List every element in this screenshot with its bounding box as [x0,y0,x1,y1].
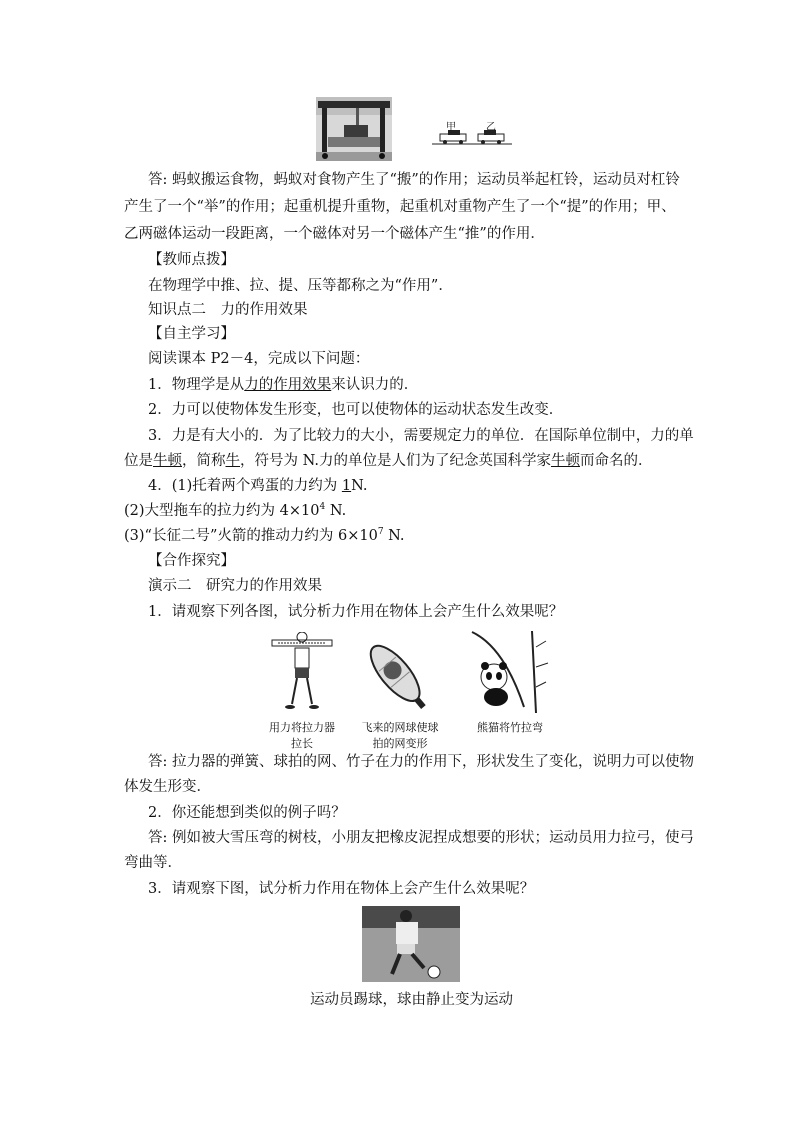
answer2-line1: 答: 拉力器的弹簧、球拍的网、竹子在力的作用下，形状发生了变化，说明力可以使物 [148,754,694,770]
q3-answer-unit: 牛顿 [153,453,182,469]
q4-2-exponent: 4 [319,502,326,513]
expander-image [268,632,336,714]
q4-answer: 1 [341,478,352,494]
q1-pre: 1．物理学是从 [148,377,245,393]
teacher-heading: 【教师点拨】 [148,252,235,268]
observe-question-1: 1．请观察下列各图，试分析力作用在物体上会产生什么效果呢？ [148,604,564,620]
answer3-line1: 答: 例如被大雪压弯的树枝，小朋友把橡皮泥捏成想要的形状；运动员用力拉弓，使弓 [148,830,694,846]
question-4-1 [148,476,708,496]
teacher-text: 在物理学中推、拉、提、压等都称之为“作用”． [148,278,453,294]
demo-2-title: 演示二 研究力的作用效果 [148,578,322,594]
question-2: 2．力可以使物体发生形变，也可以使物体的运动状态发生改变． [148,402,564,418]
q4-post: N. [351,478,368,494]
caption-expander: 用力将拉力器拉长 [269,721,335,750]
q3-part-a: 位是 [124,453,153,469]
caption-racket: 飞来的网球使球拍的网变形 [361,721,439,750]
answer1-line3: 乙两磁体运动一段距离，一个磁体对另一个磁体产生“推”的作用． [124,226,545,242]
panda-bamboo-image [464,627,554,715]
magnet-label-jia: 甲 [446,122,456,133]
q3-answer-short: 牛 [225,453,240,469]
q1-post: 来认识力的． [331,377,419,393]
soccer-player-image [362,906,460,982]
q3-part-d: 而命名的． [579,453,653,469]
caption-panda: 熊猫将竹拉弯 [477,721,543,734]
question-4-2 [124,501,684,521]
q4-3-pre: (3)“长征二号”火箭的推动力约为 6×10 [124,528,378,544]
question-1 [148,375,708,395]
q1-answer: 力的作用效果 [244,377,332,393]
question-3-line1: 3．力是有大小的．为了比较力的大小，需要规定力的单位．在国际单位制中，力的单 [148,428,694,444]
observe-question-2: 3．请观察下图，试分析力作用在物体上会产生什么效果呢？ [148,881,535,897]
q4-pre: 4．(1)托着两个鸡蛋的力约为 [148,478,342,494]
answer1-line1: 答: 蚂蚁搬运食物，蚂蚁对食物产生了“搬”的作用；运动员举起杠铃，运动员对杠铃 [148,172,680,188]
q3-answer-scientist: 牛顿 [550,453,580,469]
magnet-label-yi: 乙 [486,122,496,133]
crane-image [316,97,392,161]
soccer-caption: 运动员踢球，球由静止变为运动 [310,992,513,1008]
knowledge-point-2: 知识点二 力的作用效果 [148,302,308,318]
q4-2-pre: (2)大型拖车的拉力约为 4×10 [124,503,320,519]
q3-part-c: ，符号为 N.力的单位是人们为了纪念英国科学家 [240,453,551,469]
q4-2-post: N. [325,503,347,519]
cooperative-heading: 【合作探究】 [148,553,235,569]
reading-instruction: 阅读课本 P2－4，完成以下问题： [148,351,370,367]
question-3-line2 [124,451,684,471]
question-4-3 [124,526,684,546]
magnet-carts-image [432,120,512,150]
self-study-heading: 【自主学习】 [148,326,235,342]
answer3-line2: 弯曲等． [124,855,182,871]
answer2-line2: 体发生形变． [124,779,211,795]
tennis-racket-image [360,640,438,716]
q3-part-b: ，简称 [182,453,226,469]
q4-3-post: N. [383,528,405,544]
q4-3-exponent: 7 [377,527,384,538]
similar-question: 2．你还能想到类似的例子吗？ [148,805,346,821]
answer1-line2: 产生了一个“举”的作用；起重机提升重物，起重机对重物产生了一个“提”的作用；甲、 [124,199,676,215]
